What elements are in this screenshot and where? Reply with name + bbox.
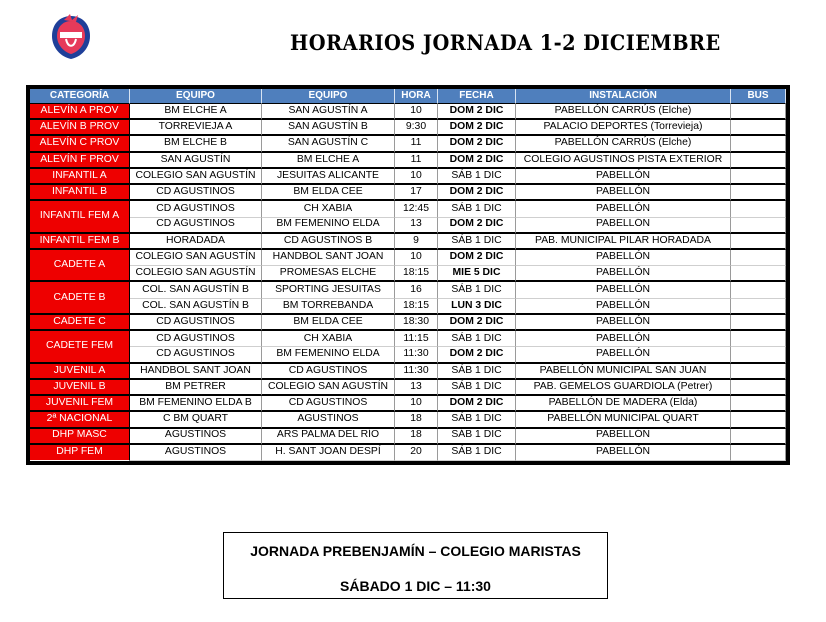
time-cell: 10 <box>395 169 438 185</box>
venue-cell: PABELLÓN <box>516 315 731 331</box>
home-team-cell: CD AGUSTINOS <box>130 201 262 217</box>
category-cell: INFANTIL A <box>30 169 130 185</box>
away-team-cell: H. SANT JOAN DESPÍ <box>262 445 395 461</box>
date-cell: SÁB 1 DIC <box>438 429 516 445</box>
time-cell: 12:45 <box>395 201 438 217</box>
home-team-cell: AGUSTINOS <box>130 429 262 445</box>
date-cell: SÁB 1 DIC <box>438 380 516 396</box>
date-cell: SÁB 1 DIC <box>438 282 516 298</box>
category-cell: ALEVÍN B PROV <box>30 120 130 136</box>
time-cell: 10 <box>395 104 438 120</box>
category-cell: 2ª NACIONAL <box>30 412 130 428</box>
away-team-cell: BM FEMENINO ELDA <box>262 347 395 363</box>
away-team-cell: PROMESAS ELCHE <box>262 266 395 282</box>
time-cell: 18:30 <box>395 315 438 331</box>
notice-line-2: SÁBADO 1 DIC – 11:30 <box>340 578 491 594</box>
venue-cell: PALACIO DEPORTES (Torrevieja) <box>516 120 731 136</box>
bus-cell <box>731 412 786 428</box>
time-cell: 17 <box>395 185 438 201</box>
bus-cell <box>731 104 786 120</box>
home-team-cell: COL. SAN AGUSTÍN B <box>130 299 262 315</box>
away-team-cell: SAN AGUSTÍN A <box>262 104 395 120</box>
away-team-cell: ARS PALMA DEL RÍO <box>262 429 395 445</box>
time-cell: 11:15 <box>395 331 438 347</box>
bus-cell <box>731 218 786 234</box>
home-team-cell: CD AGUSTINOS <box>130 218 262 234</box>
venue-cell: PABELLÓN <box>516 266 731 282</box>
time-cell: 11 <box>395 136 438 152</box>
home-team-cell: BM FEMENINO ELDA B <box>130 396 262 412</box>
venue-cell: PABELLÓN <box>516 282 731 298</box>
venue-cell: PABELLÓN <box>516 169 731 185</box>
bus-cell <box>731 396 786 412</box>
category-cell: CADETE A <box>30 250 130 282</box>
bus-cell <box>731 315 786 331</box>
date-cell: SÁB 1 DIC <box>438 234 516 250</box>
time-cell: 20 <box>395 445 438 461</box>
venue-cell: PABELLÓN <box>516 299 731 315</box>
away-team-cell: CD AGUSTINOS <box>262 396 395 412</box>
time-cell: 13 <box>395 380 438 396</box>
bus-cell <box>731 429 786 445</box>
venue-cell: PAB. MUNICIPAL PILAR HORADADA <box>516 234 731 250</box>
date-cell: DOM 2 DIC <box>438 347 516 363</box>
home-team-cell: BM ELCHE A <box>130 104 262 120</box>
away-team-cell: BM FEMENINO ELDA <box>262 218 395 234</box>
header-equipo-1: EQUIPO <box>130 89 262 104</box>
away-team-cell: BM ELCHE A <box>262 153 395 169</box>
home-team-cell: COLEGIO SAN AGUSTÍN <box>130 266 262 282</box>
time-cell: 11 <box>395 153 438 169</box>
category-cell: INFANTIL FEM B <box>30 234 130 250</box>
date-cell: LUN 3 DIC <box>438 299 516 315</box>
home-team-cell: HANDBOL SANT JOAN <box>130 364 262 380</box>
venue-cell: PABELLÓN DE MADERA (Elda) <box>516 396 731 412</box>
date-cell: DOM 2 DIC <box>438 315 516 331</box>
home-team-cell: COL. SAN AGUSTÍN B <box>130 282 262 298</box>
date-cell: SÁB 1 DIC <box>438 412 516 428</box>
away-team-cell: BM TORREBANDA <box>262 299 395 315</box>
away-team-cell: BM ELDA CEE <box>262 315 395 331</box>
venue-cell: PABELLÓN MUNICIPAL SAN JUAN <box>516 364 731 380</box>
bus-cell <box>731 347 786 363</box>
time-cell: 18 <box>395 429 438 445</box>
bus-cell <box>731 201 786 217</box>
venue-cell: PABELLÓN MUNICIPAL QUART <box>516 412 731 428</box>
home-team-cell: COLEGIO SAN AGUSTÍN <box>130 250 262 266</box>
home-team-cell: COLEGIO SAN AGUSTÍN <box>130 169 262 185</box>
date-cell: DOM 2 DIC <box>438 396 516 412</box>
date-cell: SÁB 1 DIC <box>438 201 516 217</box>
time-cell: 18:15 <box>395 266 438 282</box>
away-team-cell: SPORTING JESUITAS <box>262 282 395 298</box>
venue-cell: PABELLÓN <box>516 429 731 445</box>
bus-cell <box>731 380 786 396</box>
category-cell: INFANTIL B <box>30 185 130 201</box>
time-cell: 10 <box>395 396 438 412</box>
venue-cell: PABELLÓN <box>516 185 731 201</box>
venue-cell: PABELLÓN <box>516 347 731 363</box>
date-cell: DOM 2 DIC <box>438 185 516 201</box>
category-cell: ALEVÍN A PROV <box>30 104 130 120</box>
venue-cell: PAB. GEMELOS GUARDIOLA (Petrer) <box>516 380 731 396</box>
home-team-cell: C BM QUART <box>130 412 262 428</box>
date-cell: DOM 2 DIC <box>438 104 516 120</box>
bus-cell <box>731 250 786 266</box>
home-team-cell: AGUSTINOS <box>130 445 262 461</box>
venue-cell: PABELLÓN <box>516 331 731 347</box>
header-bus: BUS <box>731 89 786 104</box>
category-cell: ALEVÍN C PROV <box>30 136 130 152</box>
category-cell: JUVENIL A <box>30 364 130 380</box>
bus-cell <box>731 282 786 298</box>
away-team-cell: SAN AGUSTÍN C <box>262 136 395 152</box>
away-team-cell: CH XABIA <box>262 331 395 347</box>
date-cell: DOM 2 DIC <box>438 153 516 169</box>
bus-cell <box>731 299 786 315</box>
time-cell: 11:30 <box>395 347 438 363</box>
header-equipo-2: EQUIPO <box>262 89 395 104</box>
bus-cell <box>731 120 786 136</box>
away-team-cell: CD AGUSTINOS B <box>262 234 395 250</box>
category-cell: ALEVÍN F PROV <box>30 153 130 169</box>
category-cell: DHP FEM <box>30 445 130 461</box>
category-cell: INFANTIL FEM A <box>30 201 130 233</box>
away-team-cell: SAN AGUSTÍN B <box>262 120 395 136</box>
time-cell: 9:30 <box>395 120 438 136</box>
time-cell: 13 <box>395 218 438 234</box>
date-cell: DOM 2 DIC <box>438 250 516 266</box>
away-team-cell: CH XABIA <box>262 201 395 217</box>
club-crest-icon <box>46 12 96 62</box>
date-cell: DOM 2 DIC <box>438 136 516 152</box>
venue-cell: PABELLÓN CARRÚS (Elche) <box>516 136 731 152</box>
home-team-cell: SAN AGUSTÍN <box>130 153 262 169</box>
header-fecha: FECHA <box>438 89 516 104</box>
venue-cell: PABELLÓN CARRÚS (Elche) <box>516 104 731 120</box>
date-cell: SÁB 1 DIC <box>438 169 516 185</box>
venue-cell: COLEGIO AGUSTINOS PISTA EXTERIOR <box>516 153 731 169</box>
time-cell: 10 <box>395 250 438 266</box>
away-team-cell: CD AGUSTINOS <box>262 364 395 380</box>
venue-cell: PABELLÓN <box>516 218 731 234</box>
prebenjamin-notice <box>223 532 608 599</box>
away-team-cell: HANDBOL SANT JOAN <box>262 250 395 266</box>
bus-cell <box>731 169 786 185</box>
bus-cell <box>731 185 786 201</box>
bus-cell <box>731 364 786 380</box>
home-team-cell: BM PETRER <box>130 380 262 396</box>
notice-line-1: JORNADA PREBENJAMÍN – COLEGIO MARISTAS <box>250 543 581 559</box>
header-instalacion: INSTALACIÓN <box>516 89 731 104</box>
away-team-cell: JESUITAS ALICANTE <box>262 169 395 185</box>
page-title: HORARIOS JORNADA 1-2 DICIEMBRE <box>290 30 721 55</box>
bus-cell <box>731 153 786 169</box>
date-cell: SÁB 1 DIC <box>438 445 516 461</box>
home-team-cell: CD AGUSTINOS <box>130 315 262 331</box>
home-team-cell: HORADADA <box>130 234 262 250</box>
date-cell: SÁB 1 DIC <box>438 331 516 347</box>
away-team-cell: COLEGIO SAN AGUSTÍN <box>262 380 395 396</box>
time-cell: 9 <box>395 234 438 250</box>
category-cell: CADETE C <box>30 315 130 331</box>
home-team-cell: CD AGUSTINOS <box>130 347 262 363</box>
date-cell: MIE 5 DIC <box>438 266 516 282</box>
category-cell: JUVENIL FEM <box>30 396 130 412</box>
date-cell: DOM 2 DIC <box>438 120 516 136</box>
date-cell: DOM 2 DIC <box>438 218 516 234</box>
bus-cell <box>731 445 786 461</box>
header-hora: HORA <box>395 89 438 104</box>
bus-cell <box>731 136 786 152</box>
category-cell: JUVENIL B <box>30 380 130 396</box>
away-team-cell: BM ELDA CEE <box>262 185 395 201</box>
venue-cell: PABELLÓN <box>516 201 731 217</box>
venue-cell: PABELLÓN <box>516 445 731 461</box>
time-cell: 16 <box>395 282 438 298</box>
header-categoria: CATEGORÍA <box>30 89 130 104</box>
date-cell: SÁB 1 DIC <box>438 364 516 380</box>
time-cell: 11:30 <box>395 364 438 380</box>
category-cell: CADETE FEM <box>30 331 130 363</box>
category-cell: CADETE B <box>30 282 130 314</box>
away-team-cell: AGUSTINOS <box>262 412 395 428</box>
time-cell: 18:15 <box>395 299 438 315</box>
time-cell: 18 <box>395 412 438 428</box>
home-team-cell: CD AGUSTINOS <box>130 185 262 201</box>
home-team-cell: CD AGUSTINOS <box>130 331 262 347</box>
home-team-cell: BM ELCHE B <box>130 136 262 152</box>
venue-cell: PABELLÓN <box>516 250 731 266</box>
bus-cell <box>731 234 786 250</box>
schedule-table <box>30 89 786 461</box>
home-team-cell: TORREVIEJA A <box>130 120 262 136</box>
category-cell: DHP MASC <box>30 429 130 445</box>
bus-cell <box>731 331 786 347</box>
bus-cell <box>731 266 786 282</box>
